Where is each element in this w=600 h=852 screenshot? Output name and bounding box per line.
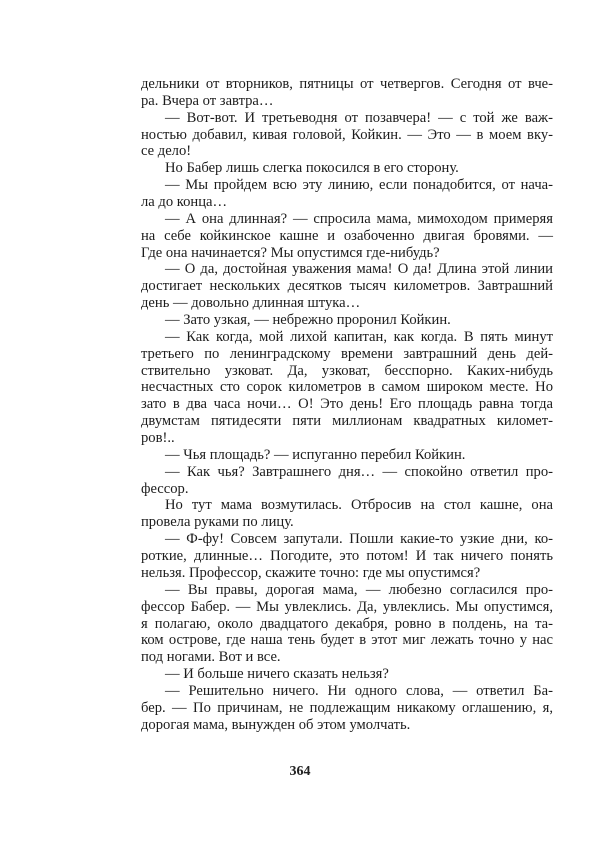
text-line: бер. — По причинам, не подлежащим никакому оглашению, я,: [141, 699, 553, 716]
text-line: провела руками по лицу.: [141, 514, 294, 531]
text-line: — Как когда, мой лихой капитан, как когда. В пять минут: [165, 328, 553, 345]
text-line: под ногами. Вот и все.: [141, 649, 281, 666]
text-line: достигает нескольких десятков тысяч километров. Завтрашний: [141, 278, 553, 295]
text-line: ком острове, где наша тень будет в этот миг лежать точно у нас: [141, 632, 553, 649]
paragraph: [141, 531, 553, 582]
paragraph: [141, 447, 553, 464]
text-line: третьего по ленинградскому времени завтрашний день дей-: [141, 345, 553, 362]
paragraph: [141, 160, 553, 177]
text-line: на себе койкинское кашне и озабоченно двигая бровями. —: [141, 227, 553, 244]
text-line: Но Бабер лишь слегка покосился в его сторону.: [165, 160, 459, 177]
text-line: день — довольно длинная штука…: [141, 295, 361, 312]
paragraph: [141, 329, 553, 447]
text-line: — Как чья? Завтрашнего дня… — спокойно ответил про-: [165, 463, 553, 480]
text-line: Но тут мама возмутилась. Отбросив на стол кашне, она: [165, 497, 553, 514]
text-line: дорогая мама, вынужден об этом умолчать.: [141, 716, 411, 733]
text-line: — Вот-вот. И третьеводня от позавчера! — с той же важ-: [165, 109, 553, 126]
text-line: Где она начинается? Мы опустимся где-нибудь?: [141, 244, 440, 261]
text-line: — Зато узкая, — небрежно проронил Койкин.: [165, 312, 451, 329]
text-line: дельники от вторников, пятницы от четвергов. Сегодня от вче-: [141, 76, 553, 92]
text-line: ностью добавил, кивая головой, Койкин. — Это — в моем вку-: [141, 126, 553, 143]
text-line: ров!..: [141, 430, 175, 447]
paragraph: [141, 683, 553, 734]
text-line: я полагаю, около двадцатого декабря, ровно в полдень, на та-: [141, 615, 553, 632]
text-line: ра. Вчера от завтра…: [141, 92, 274, 109]
text-line: — Вы правы, дорогая мама, — любезно согласился про-: [165, 581, 553, 598]
text-line: — Ф-фу! Совсем запутали. Пошли какие-то узкие дни, ко-: [165, 531, 553, 548]
paragraph: [141, 312, 553, 329]
paragraph: [141, 76, 553, 110]
text-line: зато в два часа ночи… О! Это день! Его площадь равна тогда: [141, 396, 553, 413]
text-line: — Чья площадь? — испуганно перебил Койкин.: [165, 446, 466, 463]
page-body-text: [141, 76, 553, 734]
text-line: — Мы пройдем всю эту линию, если понадобится, от нача-: [165, 177, 553, 194]
text-line: — Решительно ничего. Ни одного слова, — ответил Ба-: [165, 682, 553, 699]
text-line: — О да, достойная уважения мама! О да! Длина этой линии: [165, 261, 553, 278]
paragraph: [141, 211, 553, 262]
paragraph: [141, 666, 553, 683]
paragraph: [141, 582, 553, 666]
text-line: фессор Бабер. — Мы увлеклись. Да, увлеклись. Мы опустимся,: [141, 598, 553, 615]
text-line: несчастных сто сорок километров в самом широком месте. Но: [141, 379, 553, 396]
text-line: — А она длинная? — спросила мама, мимоходом примеряя: [165, 210, 553, 227]
text-line: двумстам пятидесяти пяти миллионам квадратных километ-: [141, 413, 553, 430]
paragraph: [141, 464, 553, 498]
text-line: нельзя. Профессор, скажите точно: где мы опустимся?: [141, 564, 481, 581]
paragraph: [141, 110, 553, 161]
paragraph: [141, 177, 553, 211]
text-line: се дело!: [141, 143, 192, 160]
paragraph: [141, 261, 553, 312]
paragraph: [141, 497, 553, 531]
text-line: ла до конца…: [141, 194, 228, 211]
text-line: роткие, длинные… Погодите, это потом! И так ничего понять: [141, 548, 553, 565]
text-line: ствительно узковат. Да, узковат, бесспорно. Каких-нибудь: [141, 362, 553, 379]
text-line: фессор.: [141, 480, 189, 497]
text-line: — И больше ничего сказать нельзя?: [165, 666, 389, 683]
page-number: 364: [289, 764, 311, 779]
